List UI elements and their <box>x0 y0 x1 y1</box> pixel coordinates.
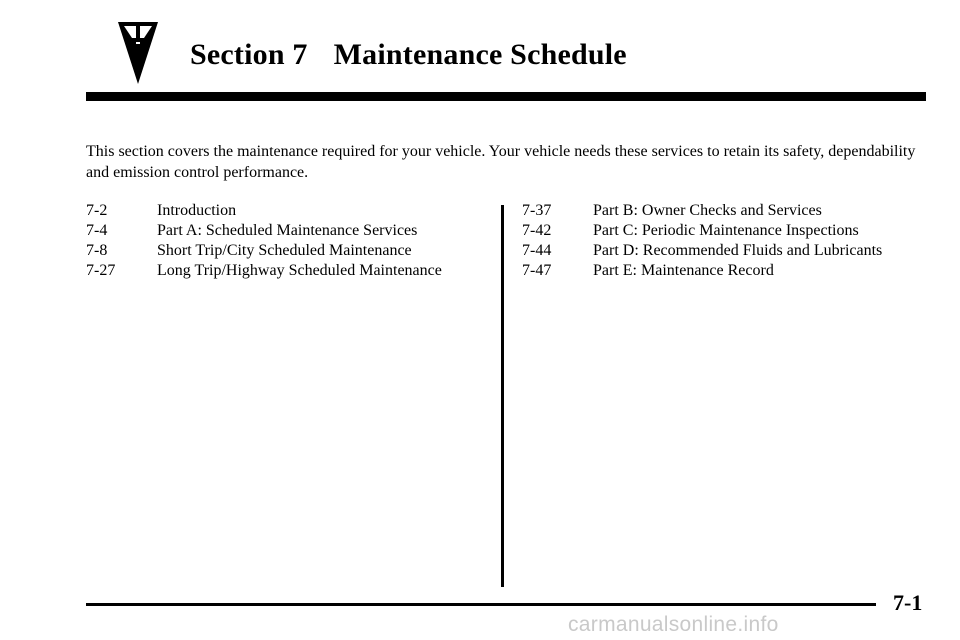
toc-right-column <box>522 201 942 281</box>
toc-title: Part E: Maintenance Record <box>593 262 774 279</box>
toc-page-number: 7-42 <box>522 222 552 239</box>
footer-rule <box>86 603 876 606</box>
toc-entry[interactable] <box>522 221 942 241</box>
toc-left-column <box>86 201 496 281</box>
toc-title: Introduction <box>157 202 237 219</box>
toc-title: Part D: Recommended Fluids and Lubricants <box>593 242 883 259</box>
toc-entry[interactable] <box>86 221 496 241</box>
toc-page-number: 7-2 <box>86 202 108 219</box>
header-rule <box>86 92 926 101</box>
toc-title: Part B: Owner Checks and Services <box>593 202 822 219</box>
toc-page-number: 7-27 <box>86 262 116 279</box>
column-divider <box>501 205 504 587</box>
toc-title: Part C: Periodic Maintenance Inspections <box>593 222 859 239</box>
toc-entry[interactable] <box>86 201 496 221</box>
page-title <box>190 38 627 72</box>
section-label: Section 7 <box>190 38 308 71</box>
page-number: 7-1 <box>893 590 923 615</box>
intro-paragraph: This section covers the maintenance required for your vehicle. Your vehicle needs these services to retain its safety, dependability and emission control performance. <box>86 143 916 181</box>
watermark: carmanualsonline.info <box>568 613 779 636</box>
pontiac-arrowhead-icon <box>116 20 160 86</box>
toc-entry[interactable] <box>522 241 942 261</box>
toc-page-number: 7-4 <box>86 222 108 239</box>
toc-title: Short Trip/City Scheduled Maintenance <box>157 242 412 259</box>
toc-entry[interactable] <box>522 201 942 221</box>
toc-page-number: 7-8 <box>86 242 108 259</box>
toc-title: Long Trip/Highway Scheduled Maintenance <box>157 262 442 279</box>
toc-title: Part A: Scheduled Maintenance Services <box>157 222 418 239</box>
toc-entry[interactable] <box>86 241 496 261</box>
toc-page-number: 7-37 <box>522 202 552 219</box>
section-title: Maintenance Schedule <box>333 38 627 71</box>
toc-page-number: 7-44 <box>522 242 552 259</box>
toc-page-number: 7-47 <box>522 262 552 279</box>
toc-entry[interactable] <box>86 261 496 281</box>
toc-entry[interactable] <box>522 261 942 281</box>
